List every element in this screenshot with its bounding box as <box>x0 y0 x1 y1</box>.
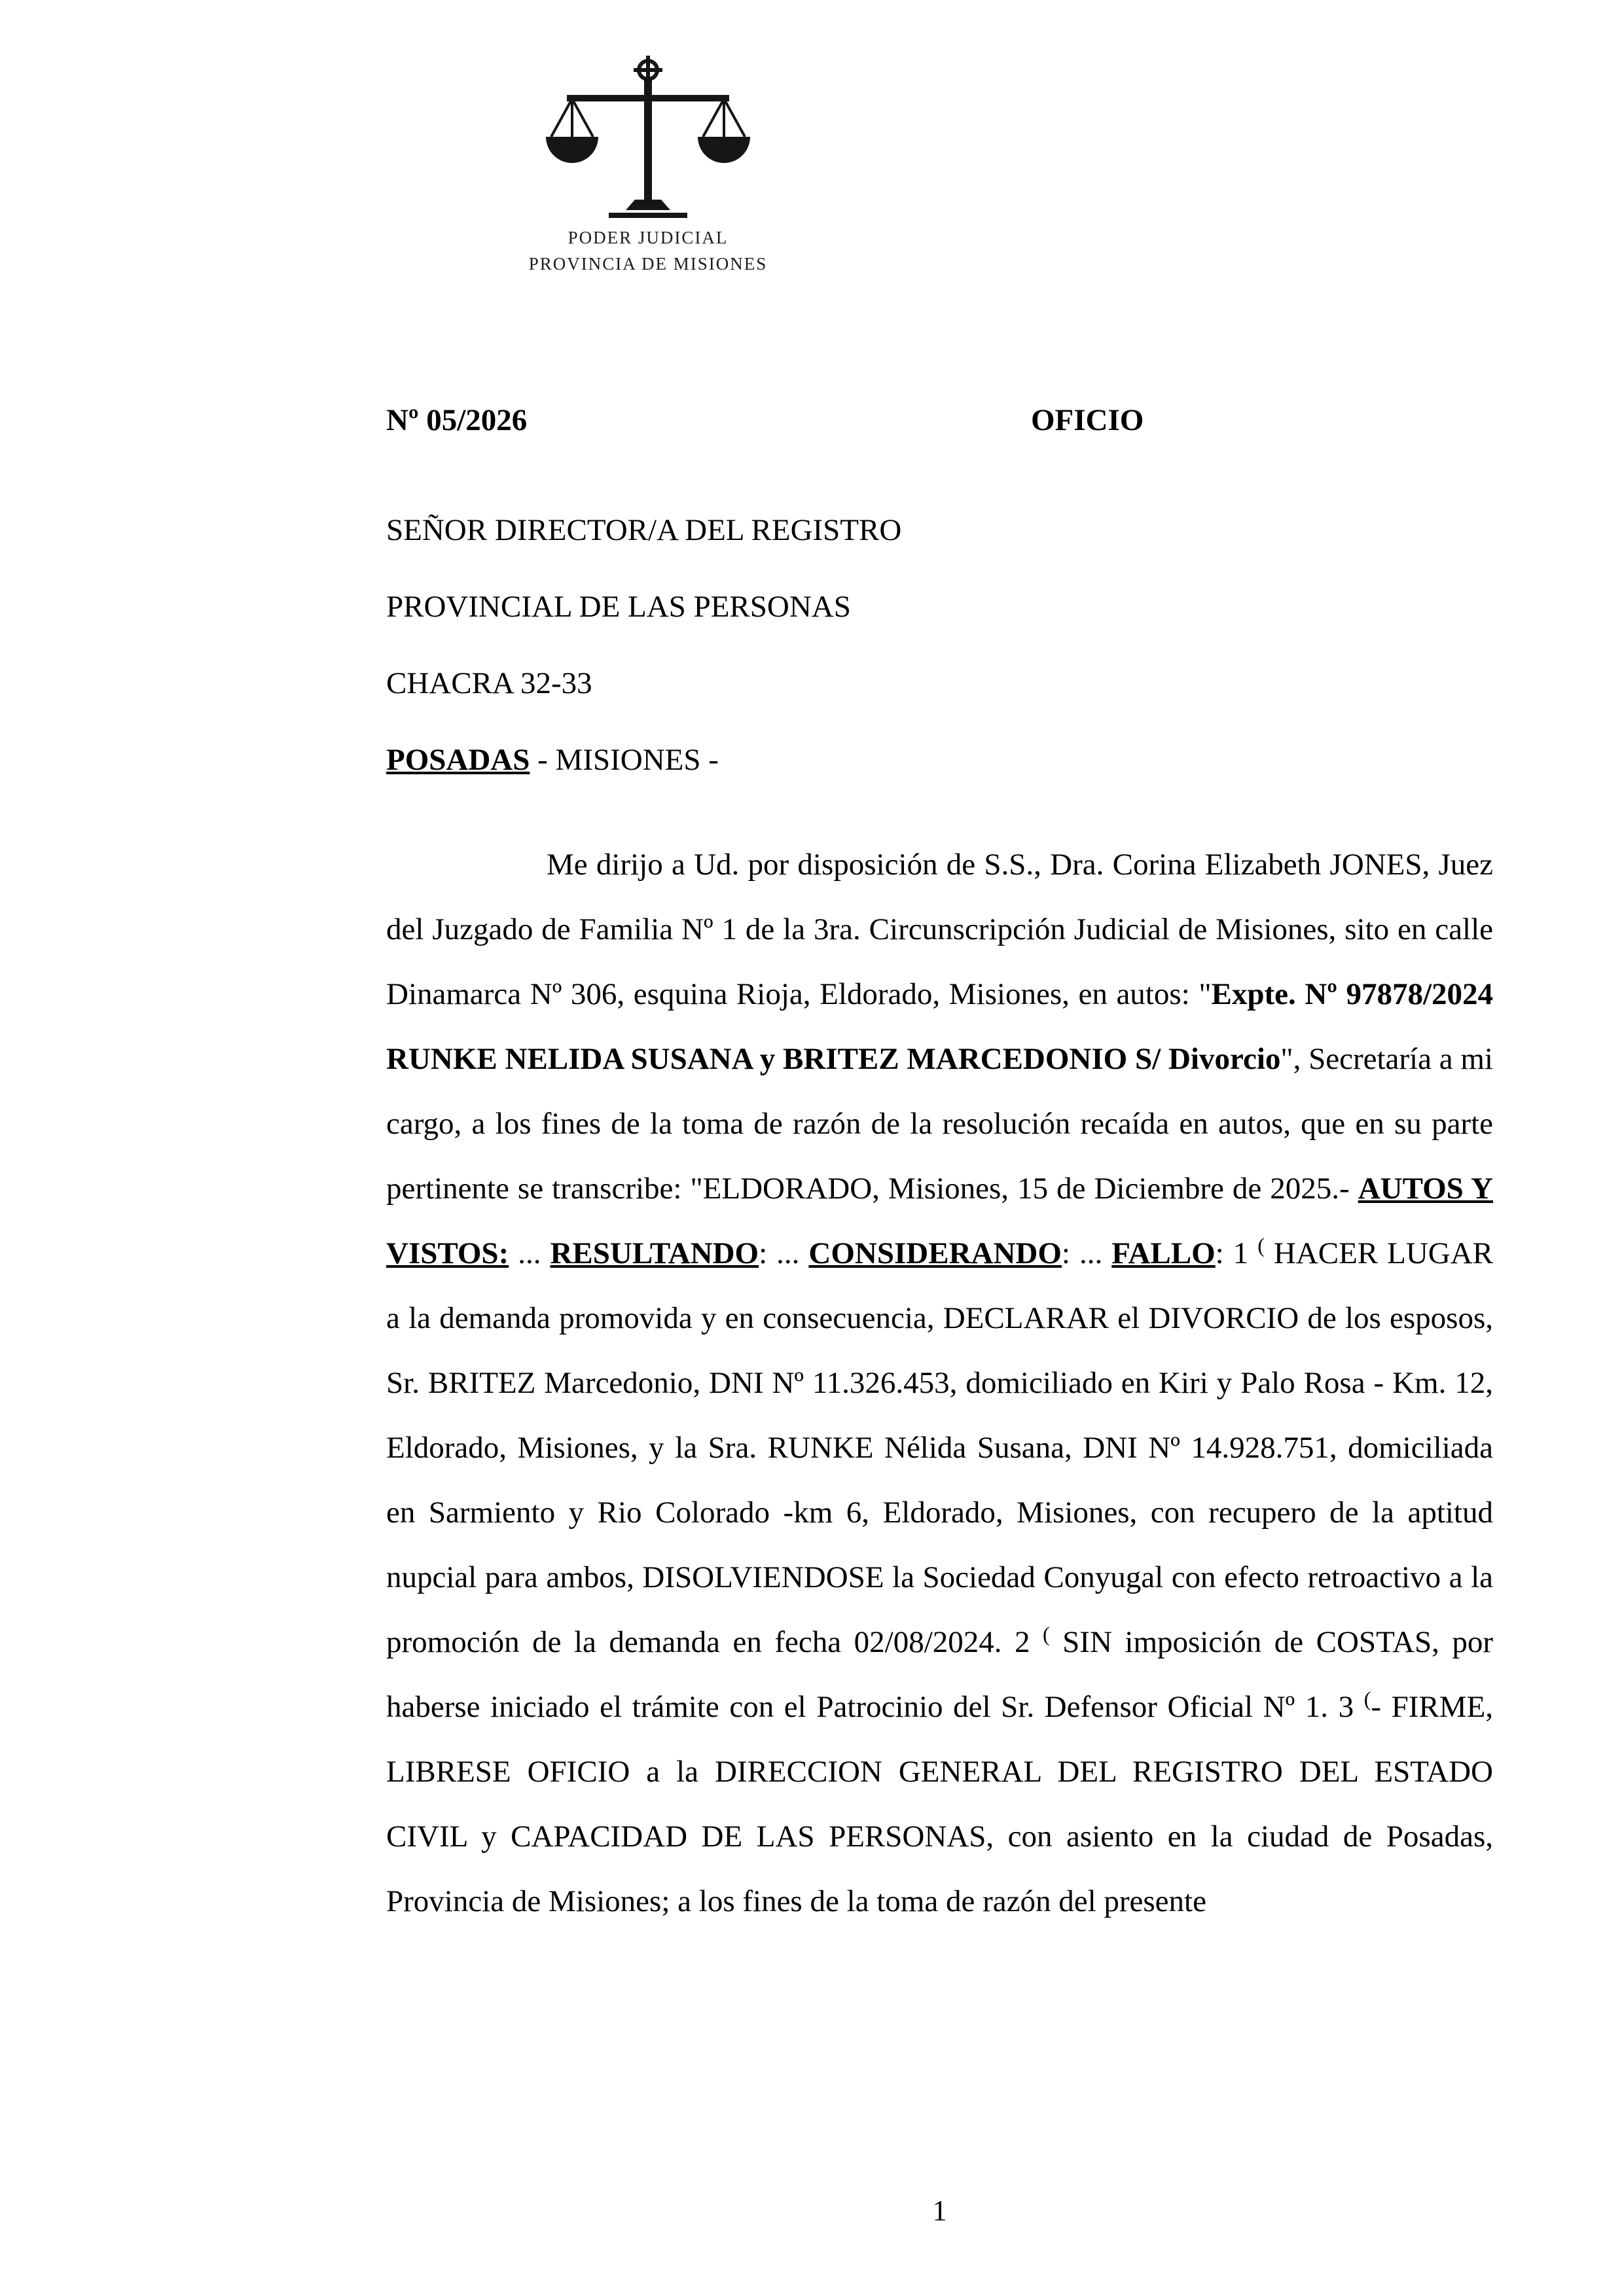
page-number: 1 <box>932 2195 947 2227</box>
recipient-city: POSADAS <box>386 743 530 777</box>
logo-caption-line1: PODER JUDICIAL <box>568 228 729 247</box>
document-header <box>386 401 1493 440</box>
logo-caption-line2: PROVINCIA DE MISIONES <box>528 254 768 274</box>
recipient-city-suffix: - MISIONES - <box>530 743 719 777</box>
body-paragraph: Me dirijo a Ud. por disposición de S.S., Dra. Corina Elizabeth JONES, Juez del Juzgado de Familia Nº 1 de la 3ra. Circunscripción Judicial de Misiones, sito en calle Dinamarca Nº 306, esquina Rioja, Eldorado, Misiones, en autos: "Expte. Nº 97878/2024 RUNKE NELIDA SUSANA y BRITEZ MARCEDONIO S/ Divorcio", Secretaría a mi cargo, a los fines de la toma de razón de la resolución recaída en autos, que en su parte pertinente se transcribe: "ELDORADO, Misiones, 15 de Diciembre de 2025.- AUTOS Y VISTOS: ... RESULTANDO: ... CONSIDERANDO: ... FALLO: 1 ( HACER LUGAR a la demanda promovida y en consecuencia, DECLARAR el DIVORCIO de los esposos, Sr. BRITEZ Marcedonio, DNI Nº 11.326.453, domiciliado en Kiri y Palo Rosa - Km. 12, Eldorado, Misiones, y la Sra. RUNKE Nélida Susana, DNI Nº 14.928.751, domiciliada en Sarmiento y Rio Colorado -km 6, Eldorado, Misiones, con recupero de la aptitud nupcial para ambos, DISOLVIENDOSE la Sociedad Conyugal con efecto retroactivo a la promoción de la demanda en fecha 02/08/2024. 2 ( SIN imposición de COSTAS, por haberse iniciado el trámite con el Patrocinio del Sr. Defensor Oficial Nº 1. 3 (- FIRME, LIBRESE OFICIO a la DIRECCION GENERAL DEL REGISTRO DEL ESTADO CIVIL y CAPACIDAD DE LAS PERSONAS, con asiento en la ciudad de Posadas, Provincia de Misiones; a los fines de la toma de razón del presente <box>386 848 1494 1918</box>
recipient-line-4 <box>386 722 1493 798</box>
document-content <box>386 0 1493 1934</box>
document-title: OFICIO <box>1031 403 1144 437</box>
recipient-line-3: CHACRA 32-33 <box>386 666 592 700</box>
recipient-line-1: SEÑOR DIRECTOR/A DEL REGISTRO <box>386 513 902 547</box>
recipient-block <box>386 492 1493 798</box>
document-number: Nº 05/2026 <box>386 403 528 437</box>
recipient-line-2: PROVINCIAL DE LAS PERSONAS <box>386 590 851 624</box>
